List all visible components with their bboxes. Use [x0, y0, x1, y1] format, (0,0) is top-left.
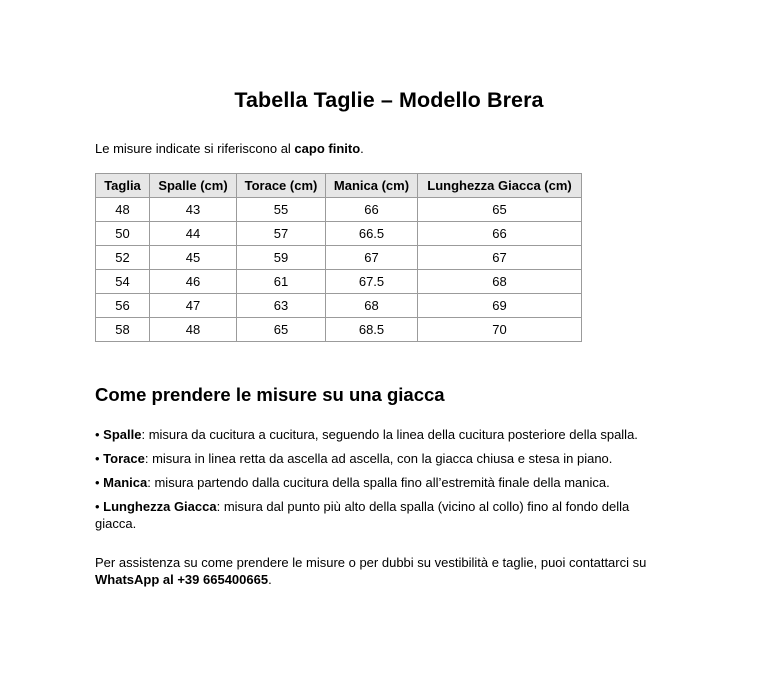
bullet-marker: •: [95, 475, 104, 490]
table-row: [96, 318, 582, 342]
size-table: [95, 173, 582, 342]
table-cell: 65: [237, 318, 326, 342]
bullet-torace: [95, 450, 685, 467]
whatsapp-contact: WhatsApp al +39 665400665: [95, 572, 269, 587]
bullet-text: : misura in linea retta da ascella ad ascella, con la giacca chiusa e stesa in piano.: [144, 451, 613, 466]
table-cell: 55: [237, 198, 326, 222]
table-cell: 58: [96, 318, 150, 342]
bullet-text: : misura dal punto più alto della spalla (vicino al collo) fino al fondo della giacca.: [95, 499, 630, 531]
table-cell: 45: [150, 246, 237, 270]
header-torace: Torace (cm): [237, 174, 326, 198]
table-cell: 63: [237, 294, 326, 318]
table-cell: 50: [96, 222, 150, 246]
table-cell: 67.5: [326, 270, 418, 294]
bullet-term: Spalle: [103, 427, 142, 442]
table-cell: 66: [418, 222, 582, 246]
bullet-text: : misura partendo dalla cucitura della spalla fino all’estremità finale della manica.: [147, 475, 610, 490]
intro-bold: capo finito: [294, 141, 361, 156]
page-title: Tabella Taglie – Modello Brera: [234, 88, 544, 112]
table-cell: 70: [418, 318, 582, 342]
table-cell: 57: [237, 222, 326, 246]
table-cell: 68: [326, 294, 418, 318]
table-cell: 47: [150, 294, 237, 318]
bullet-marker: •: [95, 499, 104, 514]
header-lunghezza: Lunghezza Giacca (cm): [418, 174, 582, 198]
table-cell: 68: [418, 270, 582, 294]
contact-body: Per assistenza su come prendere le misure o per dubbi su vestibilità e taglie, puoi contattarci su: [95, 555, 647, 570]
table-cell: 44: [150, 222, 237, 246]
intro-after: .: [360, 141, 364, 156]
contact-text: [95, 554, 695, 588]
bullet-marker: •: [95, 451, 104, 466]
table-row: [96, 294, 582, 318]
table-row: [96, 246, 582, 270]
table-cell: 67: [418, 246, 582, 270]
table-row: [96, 222, 582, 246]
header-taglia: Taglia: [96, 174, 150, 198]
bullet-manica: [95, 474, 685, 491]
table-cell: 69: [418, 294, 582, 318]
contact-after: .: [268, 572, 272, 587]
bullet-text: : misura da cucitura a cucitura, seguendo la linea della cucitura posteriore della spalla.: [141, 427, 638, 442]
table-cell: 66: [326, 198, 418, 222]
section-heading: Come prendere le misure su una giacca: [95, 384, 445, 405]
bullet-spalle: [95, 426, 685, 443]
table-cell: 68.5: [326, 318, 418, 342]
table-cell: 59: [237, 246, 326, 270]
header-spalle: Spalle (cm): [150, 174, 237, 198]
bullet-term: Manica: [103, 475, 148, 490]
table-cell: 56: [96, 294, 150, 318]
bullet-lunghezza: [95, 498, 665, 532]
intro-before: Le misure indicate si riferiscono al: [95, 141, 295, 156]
table-cell: 48: [150, 318, 237, 342]
table-cell: 61: [237, 270, 326, 294]
table-cell: 48: [96, 198, 150, 222]
table-cell: 46: [150, 270, 237, 294]
table-header-row: [96, 174, 582, 198]
table-cell: 54: [96, 270, 150, 294]
bullet-term: Lunghezza Giacca: [103, 499, 217, 514]
table-row: [96, 270, 582, 294]
header-manica: Manica (cm): [326, 174, 418, 198]
intro-text: [95, 141, 364, 156]
table-cell: 66.5: [326, 222, 418, 246]
bullet-term: Torace: [103, 451, 145, 466]
bullet-marker: •: [95, 427, 104, 442]
table-cell: 65: [418, 198, 582, 222]
table-cell: 67: [326, 246, 418, 270]
table-row: [96, 198, 582, 222]
table-cell: 43: [150, 198, 237, 222]
table-cell: 52: [96, 246, 150, 270]
